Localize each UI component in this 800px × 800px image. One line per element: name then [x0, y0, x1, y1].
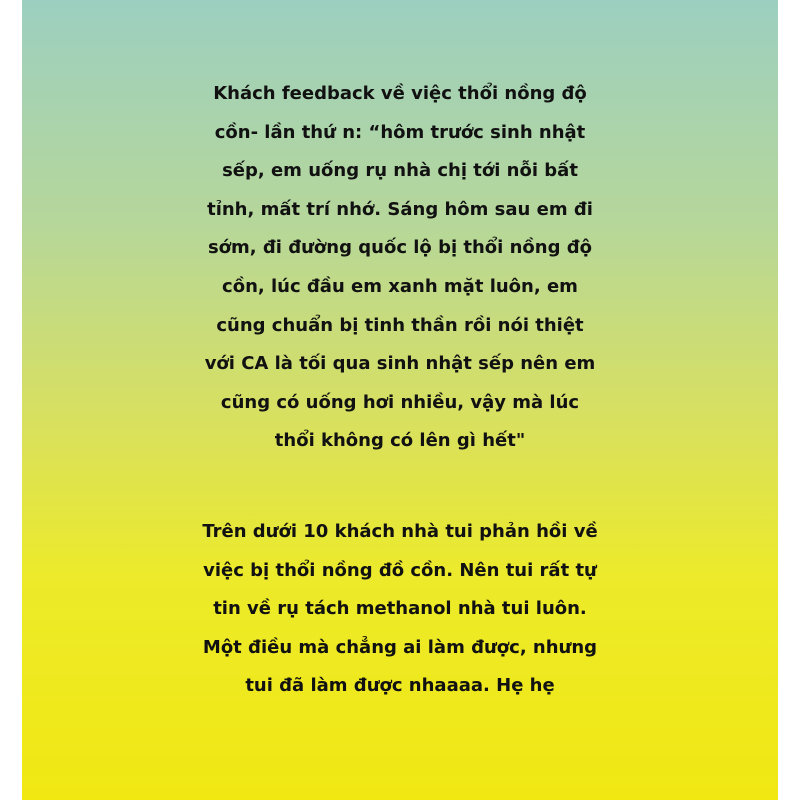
text-line: Khách feedback về việc thổi nồng độ [213, 83, 587, 104]
text-line: tui đã làm được nhaaaa. Hẹ hẹ [245, 675, 555, 697]
text-line: cồn- lần thứ n: “hôm trước sinh nhật [214, 121, 586, 143]
text-line: cũng có uống hơi nhiều, vậy mà lúc [220, 391, 580, 413]
text-line: sớm, đi đường quốc lộ bị thổi nồng độ [207, 237, 593, 259]
text-line: Trên dưới 10 khách nhà tui phản hồi về [202, 521, 598, 542]
text-line: Một điều mà chẳng ai làm được, nhưng [202, 636, 598, 658]
text-line: thổi không có lên gì hết" [274, 430, 526, 452]
text-line: với CA là tối qua sinh nhật sếp nên em [204, 353, 596, 375]
text-line: tin về rụ tách methanol nhà tui luôn. [213, 598, 587, 620]
paragraph-customer-feedback [22, 75, 778, 461]
paragraph-conclusion [22, 513, 778, 706]
text-line: tỉnh, mất trí nhớ. Sáng hôm sau em đi [207, 198, 593, 220]
text-line: việc bị thổi nồng đồ cồn. Nên tui rất tự [203, 559, 597, 581]
text-line: sếp, em uống rụ nhà chị tới nỗi bất [222, 160, 578, 182]
text-line: cồn, lúc đầu em xanh mặt luôn, em [222, 275, 578, 297]
story-card [22, 0, 778, 800]
text-line: cũng chuẩn bị tinh thần rồi nói thiệt [216, 314, 584, 336]
